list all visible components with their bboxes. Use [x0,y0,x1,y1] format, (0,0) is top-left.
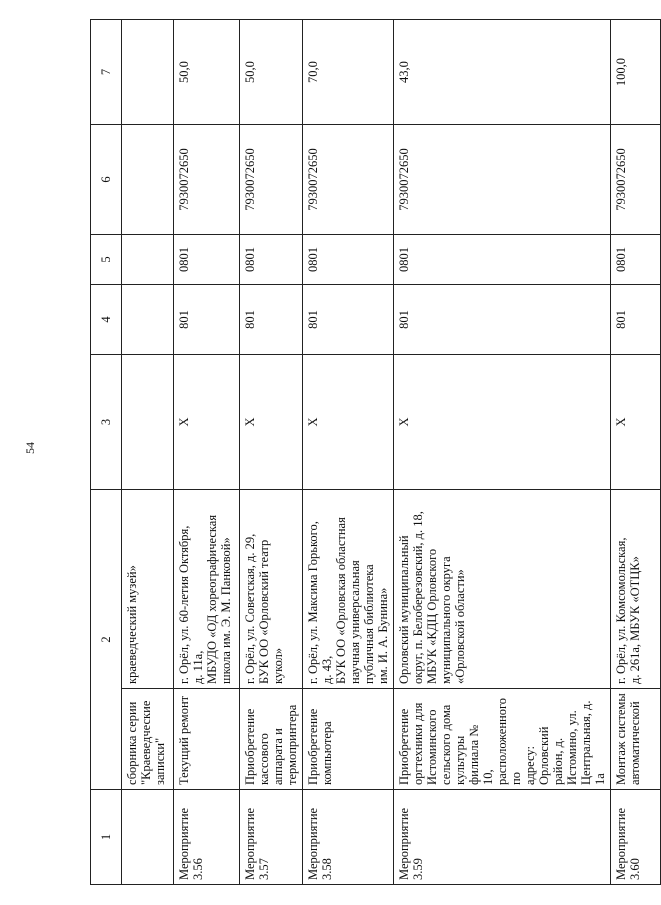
measure-name [122,688,173,789]
section-cell: 0801 [240,235,303,285]
measure-name-line: Приобретение [243,708,257,785]
measure-id-cell: Мероприятие 3.57 [240,790,303,885]
description-cell [303,490,394,790]
measure-name-line: Центральная, д. 1а [579,700,607,785]
measure-name-line: Приобретение [397,708,411,785]
measure-name [174,688,239,789]
address-line: кукол» [271,647,285,684]
marker-cell: X [240,355,303,490]
measure-name-line: оргтехники для [411,702,425,785]
code-cell [122,285,174,355]
col-header-5: 5 [91,235,122,285]
measure-name-line: компьютера [320,721,334,785]
target-article-cell: 7930072650 [240,125,303,235]
table-row [174,20,240,885]
address-line: Орловский муниципальный [397,535,411,684]
address-line: публичная библиотека [362,564,376,684]
address-institution [394,490,610,688]
address-line: д. 43, [320,655,334,684]
measure-id-cell: Мероприятие 3.56 [174,790,240,885]
target-article-cell: 7930072650 [174,125,240,235]
page-number: 54 [23,442,37,454]
address-line: научная универсальная [348,560,362,684]
marker-cell: X [174,355,240,490]
description-cell [174,490,240,790]
code-cell: 801 [394,285,611,355]
address-institution [240,490,302,688]
section-cell [122,235,174,285]
address-institution [122,490,173,688]
measure-name-line: 10, расположенного по [481,697,523,785]
target-article-cell [122,125,174,235]
address-line: МБУДО «ОД хореографическая [205,514,219,684]
measure-id-cell: Мероприятие 3.60 [611,790,661,885]
measure-name-line: адресу: Орловский [523,726,551,785]
address-line: «Орловской области» [453,569,467,684]
measure-name-line: Монтаж системы [614,693,628,785]
table-row [611,20,661,885]
amount-cell: 50,0 [174,20,240,125]
measure-name [611,688,660,789]
address-line: г. Орёл, ул. Комсомольская, [614,537,628,684]
table-row [394,20,611,885]
measure-name-line: Истоминского [425,709,439,785]
measure-name-line: кассового аппарата и [257,728,285,785]
code-cell: 801 [174,285,240,355]
amount-cell: 100,0 [611,20,661,125]
header-row [91,20,122,885]
measure-name-line: сельского дома [439,704,453,785]
measure-id-cell: Мероприятие 3.59 [394,790,611,885]
address-institution [611,490,660,688]
code-cell: 801 [303,285,394,355]
measure-name-line: Приобретение [306,708,320,785]
marker-cell [122,355,174,490]
col-header-6: 6 [91,125,122,235]
col-header-3: 3 [91,355,122,490]
target-article-cell: 7930072650 [303,125,394,235]
col-header-1: 1 [91,790,122,885]
measure-name [394,688,610,789]
measure-name-line: Текущий ремонт [177,695,191,785]
marker-cell: X [611,355,661,490]
section-cell: 0801 [394,235,611,285]
address-line: школа им. Э. М. Панковой» [219,537,233,684]
description-cell [240,490,303,790]
address-line: БУК ОО «Орловская областная [334,517,348,684]
section-cell: 0801 [174,235,240,285]
description-cell [611,490,661,790]
measure-name [303,688,393,789]
address-line: БУК ОО «Орловский театр [257,539,271,684]
measure-name [240,688,302,789]
measure-name-line: район, д. Истомино, ул. [551,710,579,785]
address-line: д. 261а, МБУК «ОТЦК» [628,556,642,684]
address-line: муниципального округа [439,556,453,684]
address-line: д. 11а, [191,650,205,684]
amount-cell: 43,0 [394,20,611,125]
description-cell [394,490,611,790]
section-cell: 0801 [303,235,394,285]
measure-name-line: "Краеведческие [139,700,153,785]
amount-cell: 50,0 [240,20,303,125]
address-line: им. И. А. Бунина» [376,587,390,684]
address-line: округ, п. Белоберезовский, д. 18, [411,511,425,684]
section-cell: 0801 [611,235,661,285]
measure-id-cell: Мероприятие 3.58 [303,790,394,885]
measure-id-cell [122,790,174,885]
address-line: г. Орёл, ул. Советская, д. 29, [243,533,257,684]
measure-name-line: сборника серии [125,701,139,785]
measure-name-line: термопринтера [285,704,299,785]
table-row [303,20,394,885]
table-row [240,20,303,885]
budget-table [90,19,661,885]
marker-cell: X [394,355,611,490]
address-institution [303,490,393,688]
amount-cell: 70,0 [303,20,394,125]
target-article-cell: 7930072650 [611,125,661,235]
measure-name-line: автоматической [628,701,642,785]
code-cell: 801 [611,285,661,355]
address-line: г. Орёл, ул. 60-летия Октября, [177,525,191,684]
col-header-7: 7 [91,20,122,125]
target-article-cell: 7930072650 [394,125,611,235]
address-line: МБУК «КДЦ Орловского [425,548,439,684]
address-line: г. Орёл, ул. Максима Горького, [306,521,320,684]
table-row [122,20,174,885]
amount-cell [122,20,174,125]
col-header-4: 4 [91,285,122,355]
document-sheet [90,20,642,885]
code-cell: 801 [240,285,303,355]
measure-name-line: записки" [153,737,167,785]
address-line: краеведческий музей» [125,565,139,684]
measure-name-line: культуры филиала № [453,724,481,785]
marker-cell: X [303,355,394,490]
address-institution [174,490,239,688]
col-header-2: 2 [91,490,122,790]
description-cell [122,490,174,790]
